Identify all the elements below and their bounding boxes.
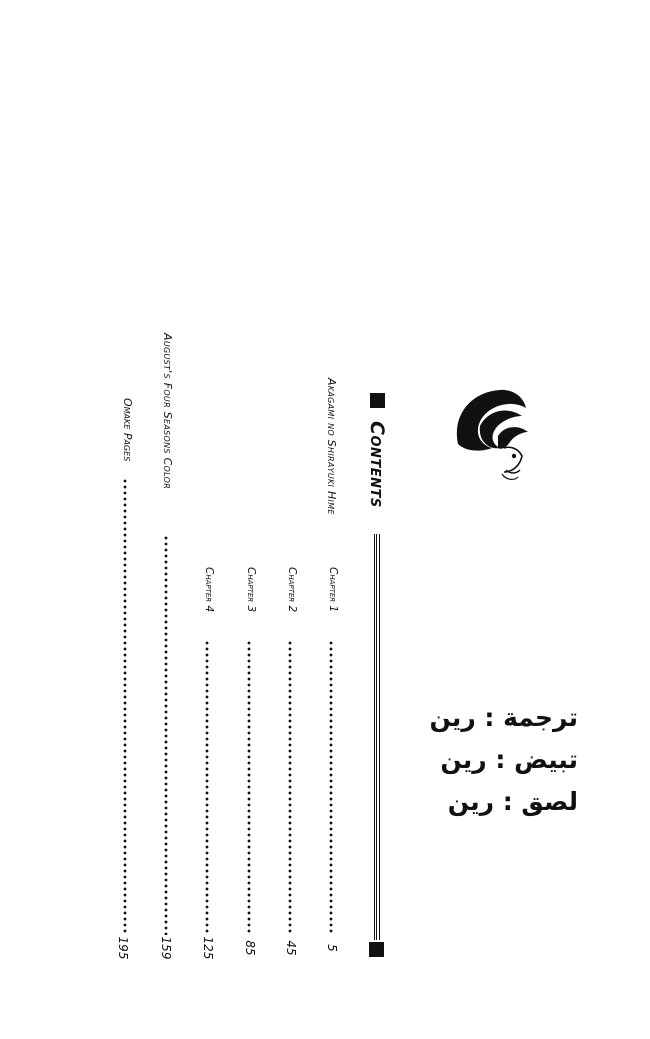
page-number: 85	[243, 940, 257, 956]
heading-square-bottom	[369, 942, 384, 957]
credit-translation: ترجمة : رين	[429, 703, 578, 732]
page-number: 5	[325, 944, 339, 952]
extra-label: Omake Pages	[121, 398, 134, 462]
emblem-logo-icon	[452, 386, 530, 482]
heading-square-top	[370, 393, 385, 408]
leader-dots	[247, 640, 251, 935]
page-number: 125	[201, 936, 215, 960]
leader-dots	[329, 640, 333, 935]
leader-dots	[288, 640, 292, 935]
chapter-label: Chapter 1	[327, 567, 339, 613]
chapter-label: Chapter 3	[245, 567, 257, 613]
page-number: 195	[116, 936, 130, 960]
leader-dots	[205, 640, 209, 935]
page-number: 45	[284, 940, 298, 956]
credit-cleaning: تبيض : رين	[440, 745, 578, 774]
chapter-label: Chapter 4	[203, 567, 215, 613]
contents-heading: Contents	[366, 421, 388, 508]
credit-typesetting: لصق : رين	[447, 787, 578, 816]
series-title: Akagami no Shirayuki Hime	[325, 378, 338, 515]
heading-rule	[374, 534, 380, 940]
page-number: 159	[159, 936, 173, 960]
chapter-label: Chapter 2	[286, 567, 298, 613]
extra-label: August's Four Seasons Color	[161, 333, 174, 490]
scanlation-credits	[400, 697, 578, 823]
leader-dots	[123, 478, 127, 935]
leader-dots	[164, 535, 168, 935]
